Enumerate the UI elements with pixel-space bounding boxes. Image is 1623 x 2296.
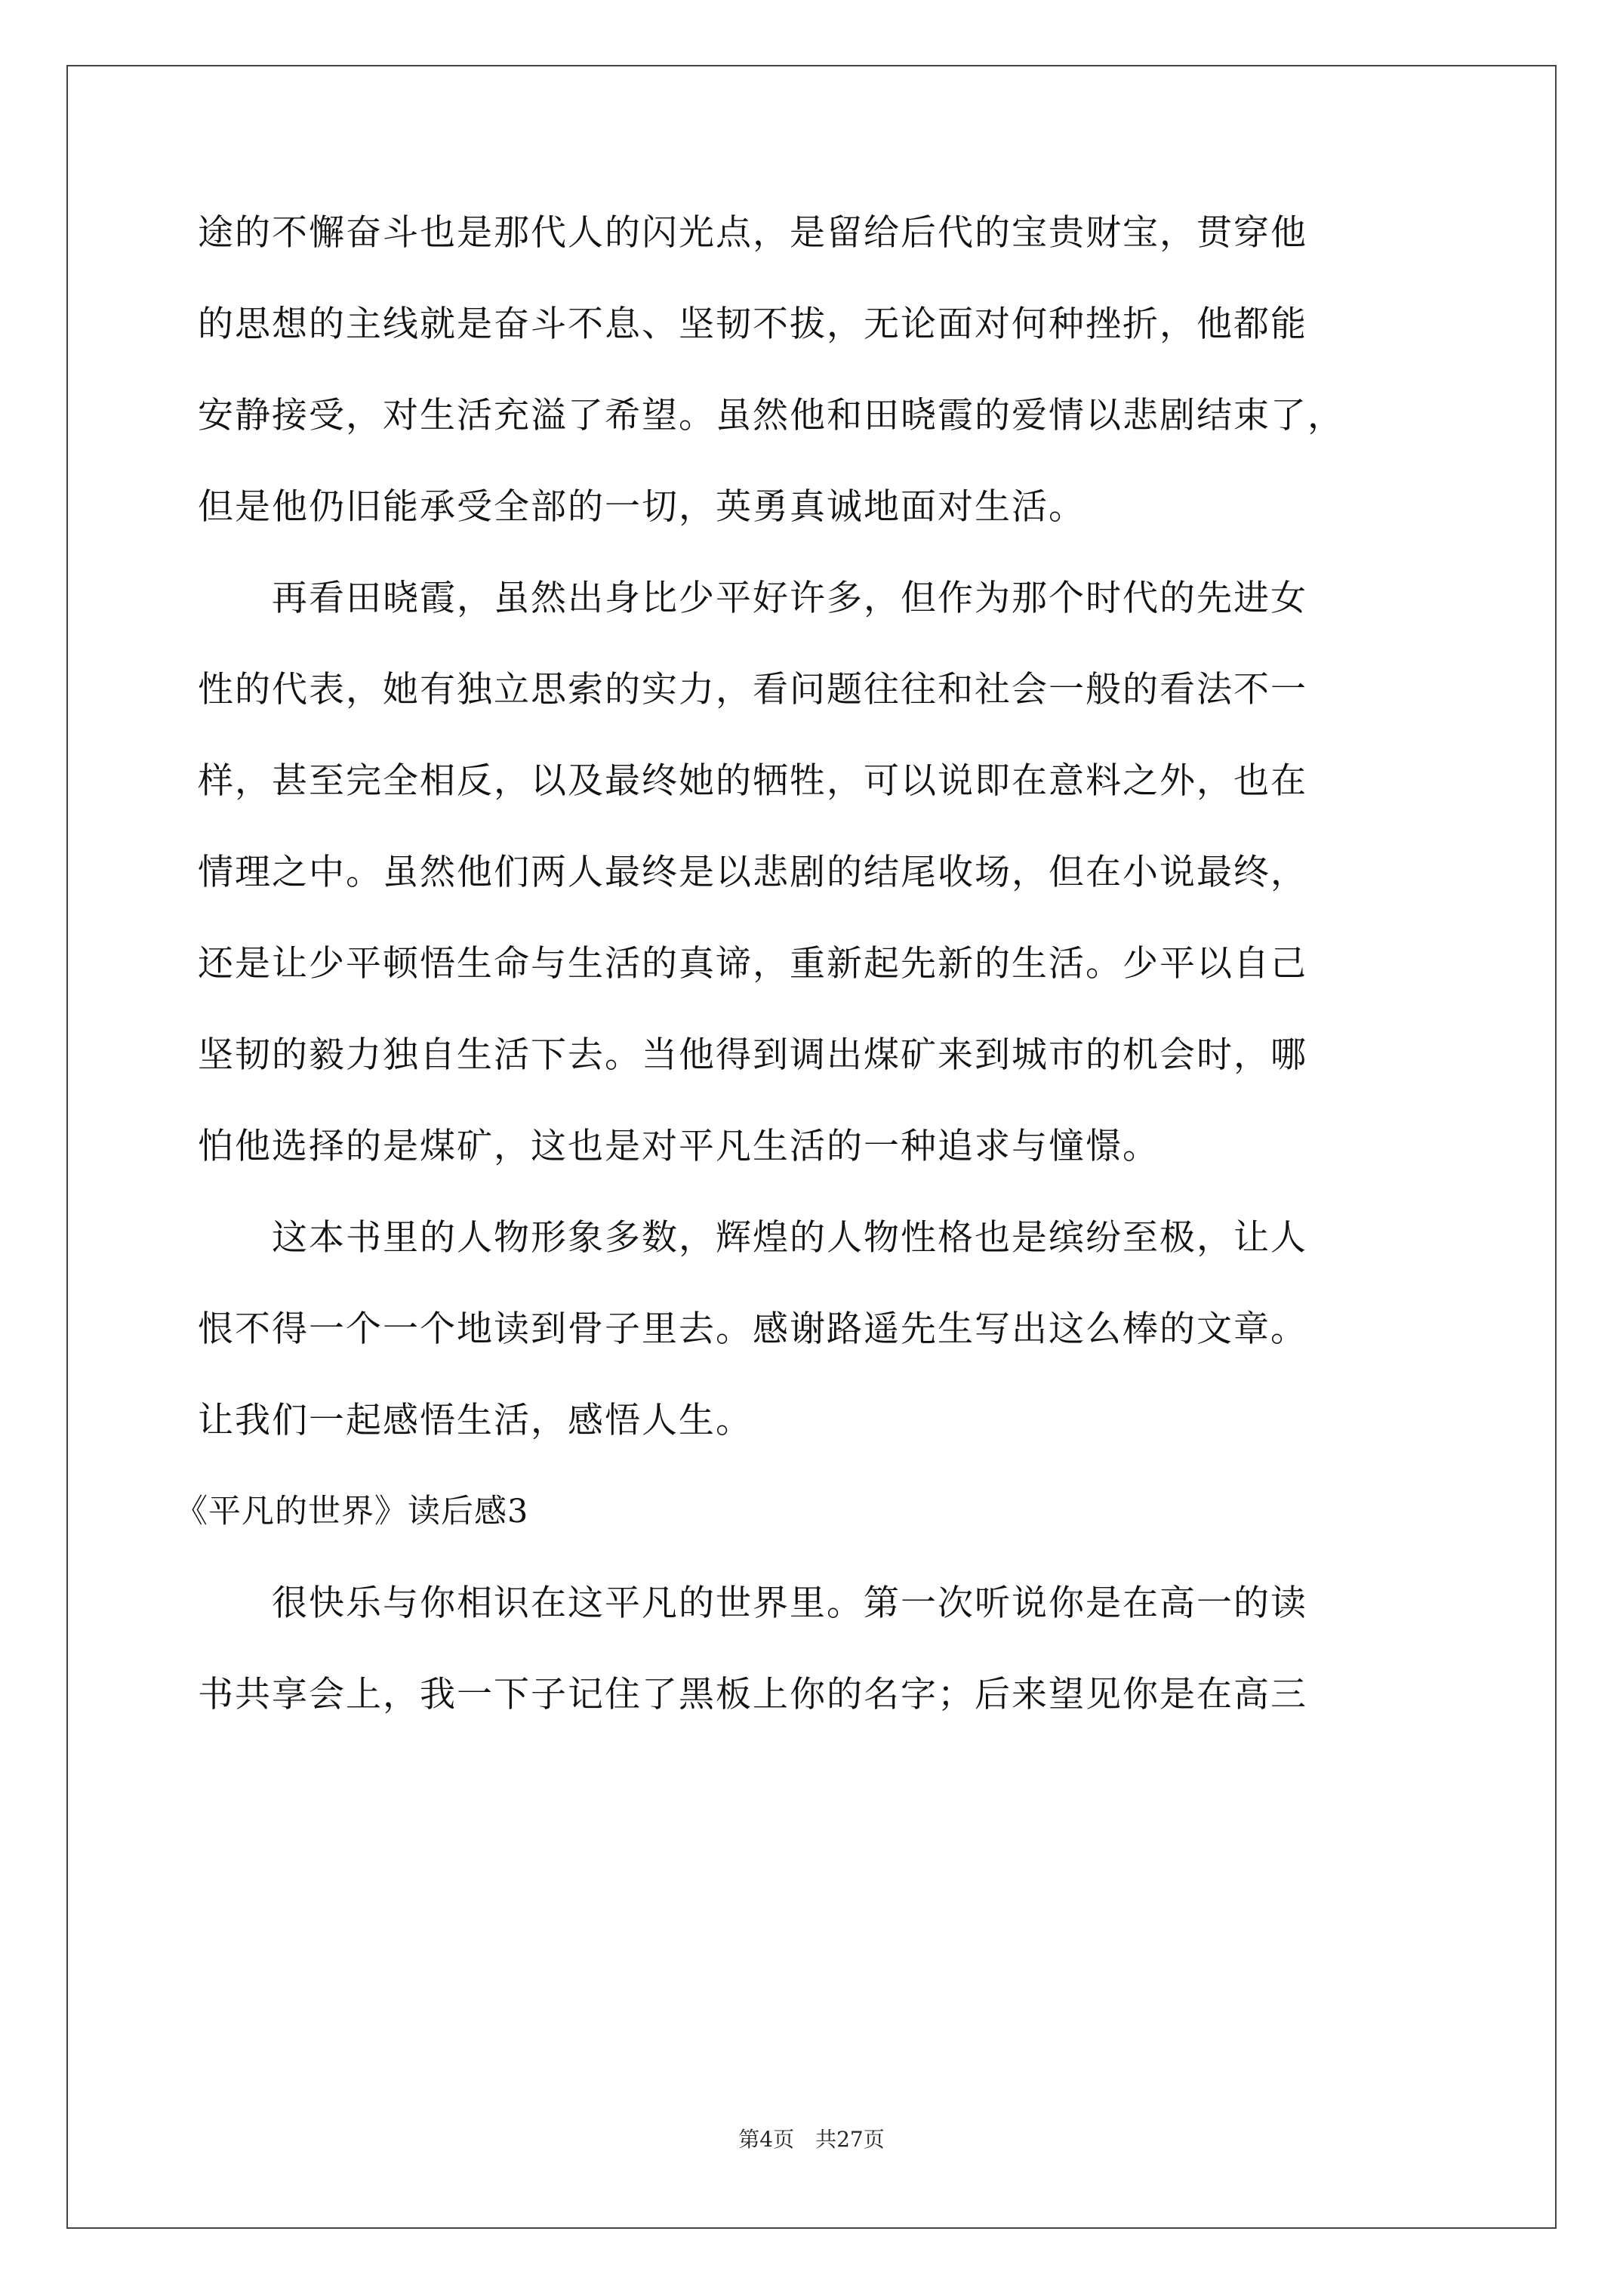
page-footer: 第4页 共27页	[738, 2127, 885, 2152]
text-line: 性的代表，她有独立思索的实力，看问题往往和社会一般的看法不一	[198, 669, 1307, 710]
text-line: 坚韧的毅力独自生活下去。当他得到调出煤矿来到城市的机会时，哪	[198, 1034, 1307, 1076]
text-line: 让我们一起感悟生活，感悟人生。	[198, 1400, 753, 1441]
text-line: 很快乐与你相识在这平凡的世界里。第一次听说你是在高一的读	[272, 1583, 1307, 1624]
text-line: 这本书里的人物形象多数，辉煌的人物性格也是缤纷至极，让人	[272, 1217, 1307, 1259]
text-line: 途的不懈奋斗也是那代人的闪光点，是留给后代的宝贵财宝，贯穿他	[198, 212, 1307, 254]
document-body	[175, 212, 1436, 1768]
text-line: 还是让少平顿悟生命与生活的真谛，重新起先新的生活。少平以自己	[198, 943, 1307, 985]
section-heading: 《平凡的世界》读后感3	[175, 1493, 529, 1530]
text-line: 再看田晓霞，虽然出身比少平好许多，但作为那个时代的先进女	[272, 578, 1307, 619]
text-line: 的思想的主线就是奋斗不息、坚韧不拔，无论面对何种挫折，他都能	[198, 304, 1307, 345]
text-line: 但是他仍旧能承受全部的一切，英勇真诚地面对生活。	[198, 486, 1086, 528]
text-line: 情理之中。虽然他们两人最终是以悲剧的结尾收场，但在小说最终，	[198, 852, 1307, 893]
text-line: 恨不得一个一个地读到骨子里去。感谢路遥先生写出这么棒的文章。	[198, 1308, 1307, 1350]
text-line: 怕他选择的是煤矿，这也是对平凡生活的一种追求与憧憬。	[198, 1126, 1160, 1167]
text-line: 安静接受，对生活充溢了希望。虽然他和田晓霞的爱情以悲剧结束了，	[198, 395, 1344, 436]
text-line: 样，甚至完全相反，以及最终她的牺牲，可以说即在意料之外，也在	[198, 760, 1307, 802]
text-line: 书共享会上，我一下子记住了黑板上你的名字；后来望见你是在高三	[198, 1674, 1307, 1715]
